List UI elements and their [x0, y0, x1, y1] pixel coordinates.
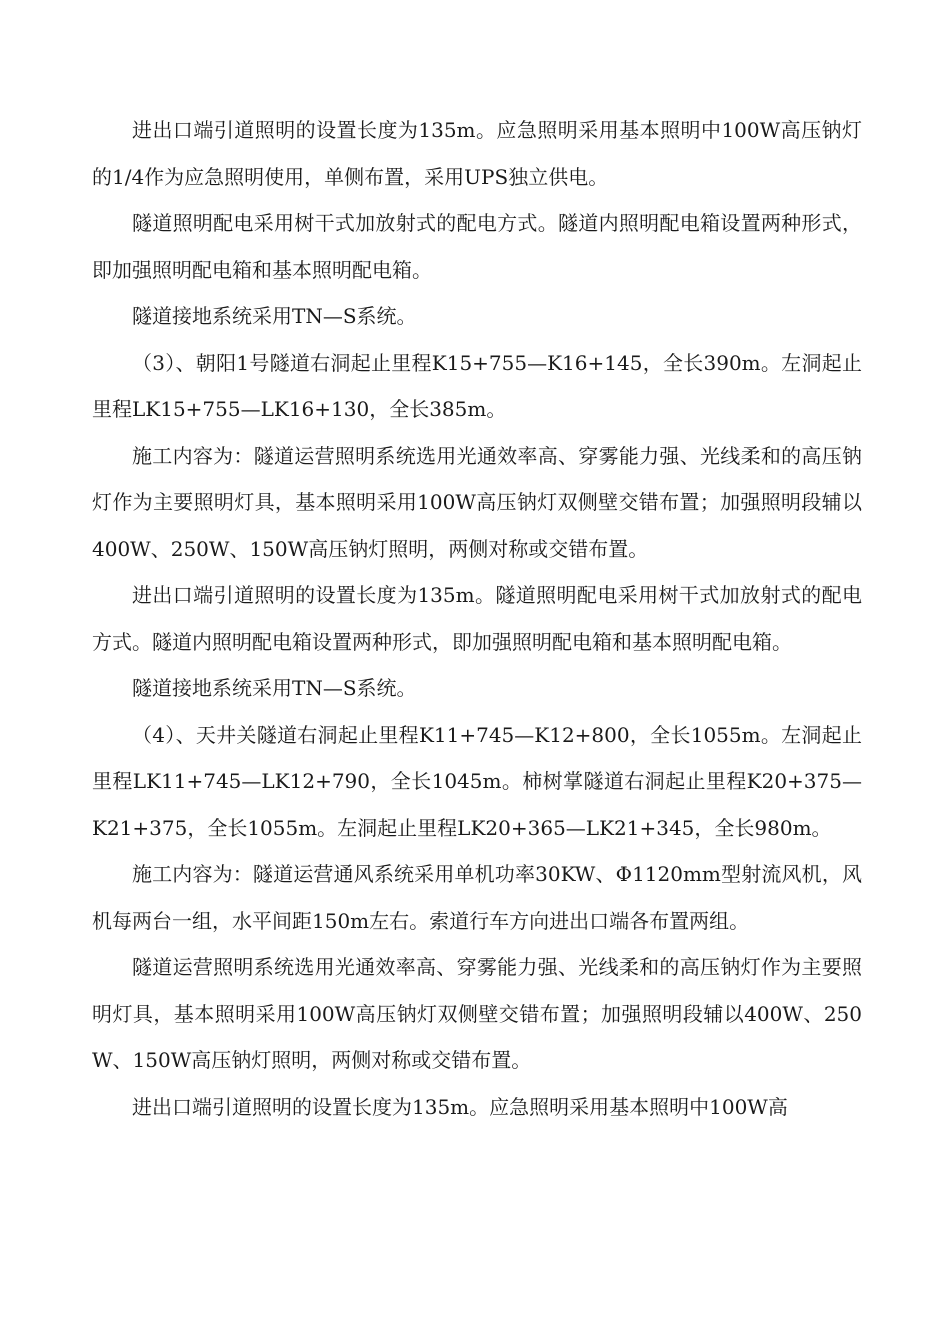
paragraph-ventilation-construction: 施工内容为：隧道运营通风系统采用单机功率30KW、Φ1120mm型射流风机，风机每两台一组，水平间距150m左右。索道行车方向进出口端各布置两组。: [92, 862, 862, 933]
paragraph-approach-lighting-2: 进出口端引道照明的设置长度为135m。应急照明采用基本照明中100W高: [132, 1094, 788, 1119]
paragraph-tianjingguan-tunnel: （4）、天井关隧道右洞起止里程K11+745—K12+800，全长1055m。左洞起止里程LK11+745—LK12+790，全长1045m。柿树掌隧道右洞起止里程K20+375—K21+375，全长1055m。左洞起止里程LK20+365—LK21+345，全长980m。: [92, 722, 862, 840]
paragraph-approach-and-distribution: 进出口端引道照明的设置长度为135m。隧道照明配电采用树干式加放射式的配电方式。隧道内照明配电箱设置两种形式，即加强照明配电箱和基本照明配电箱。: [92, 583, 862, 654]
paragraph-grounding-2: 隧道接地系统采用TN—S系统。: [132, 676, 417, 700]
paragraph-grounding: 隧道接地系统采用TN—S系统。: [132, 304, 417, 328]
document-body: [92, 107, 862, 1130]
paragraph-lighting-construction: 施工内容为：隧道运营照明系统选用光通效率高、穿雾能力强、光线柔和的高压钠灯作为主要照明灯具，基本照明采用100W高压钠灯双侧壁交错布置；加强照明段辅以400W、250W、150W高压钠灯照明，两侧对称或交错布置。: [92, 443, 862, 561]
paragraph-chaoyang-tunnel: （3）、朝阳1号隧道右洞起止里程K15+755—K16+145，全长390m。左洞起止里程LK15+755—LK16+130，全长385m。: [92, 350, 862, 421]
paragraph-approach-lighting: 进出口端引道照明的设置长度为135m。应急照明采用基本照明中100W高压钠灯的1/4作为应急照明使用，单侧布置，采用UPS独立供电。: [92, 118, 862, 189]
paragraph-power-distribution: 隧道照明配电采用树干式加放射式的配电方式。隧道内照明配电箱设置两种形式，即加强照明配电箱和基本照明配电箱。: [92, 211, 862, 282]
paragraph-operation-lighting: 隧道运营照明系统选用光通效率高、穿雾能力强、光线柔和的高压钠灯作为主要照明灯具，基本照明采用100W高压钠灯双侧壁交错布置；加强照明段辅以400W、250W、150W高压钠灯照明，两侧对称或交错布置。: [92, 955, 862, 1072]
